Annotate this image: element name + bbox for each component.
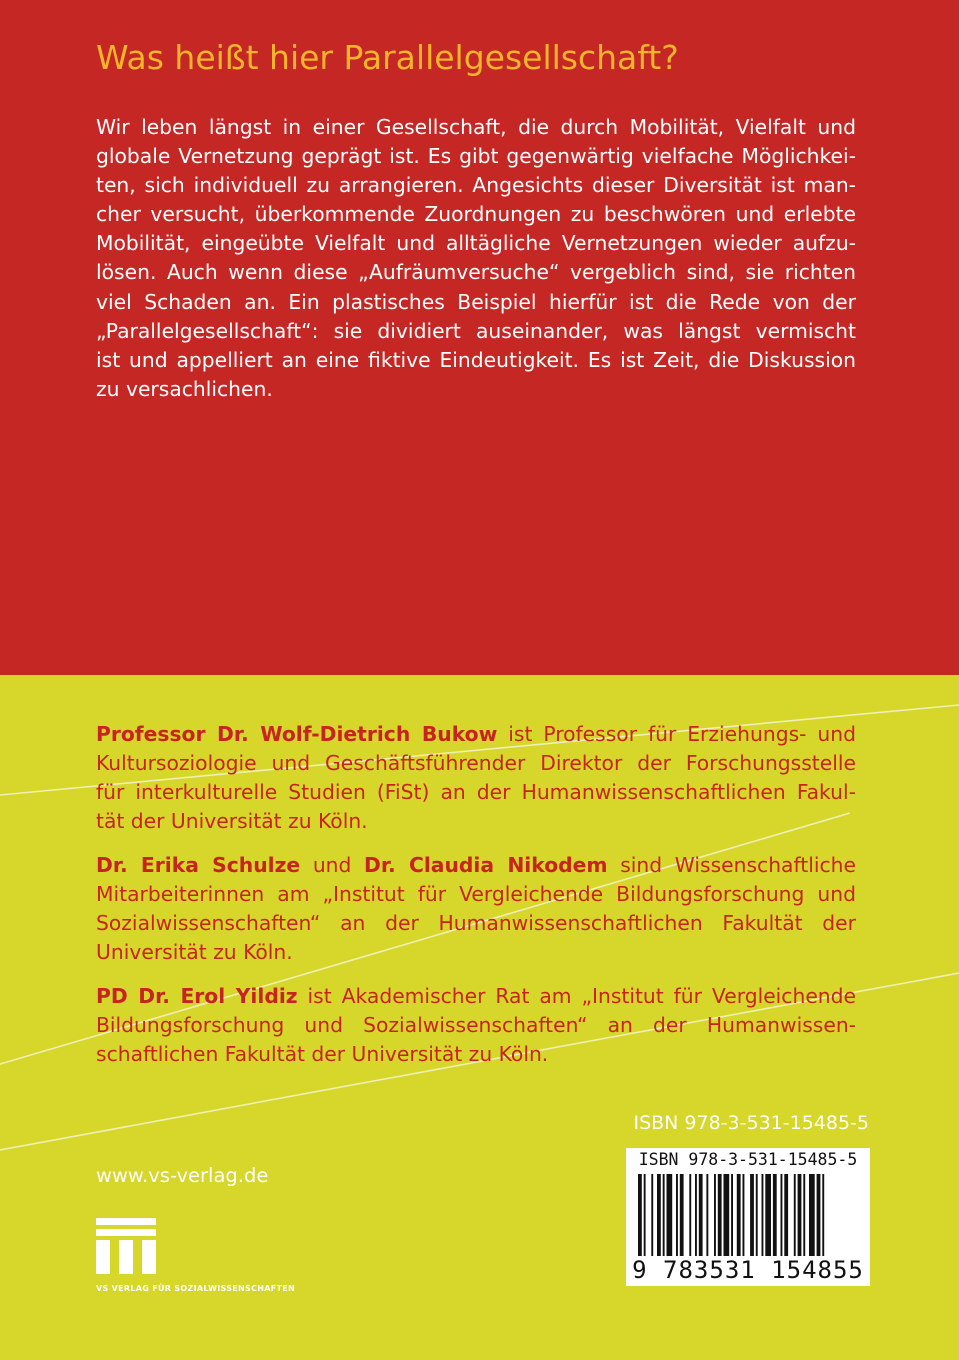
barcode-bar (750, 1174, 754, 1256)
author-bio-yildiz (96, 982, 856, 1069)
barcode-bar (803, 1174, 805, 1256)
blurb-line: Mobilität, eingeübte Vielfalt und alltägliche Vernetzungen wieder aufzu- (96, 231, 856, 256)
barcode-bar (724, 1174, 730, 1256)
author-bio-schulze-nikodem (96, 851, 856, 967)
bio-line: Universität zu Köln. (96, 940, 293, 965)
barcode-bar (676, 1174, 678, 1256)
publisher-logo-caption: VS VERLAG FÜR SOZIALWISSENSCHAFTEN (96, 1284, 296, 1293)
isbn-label: ISBN 978-3-531-15485-5 (633, 1112, 869, 1134)
logo-pillar (119, 1240, 133, 1274)
author-name: Dr. Erika Schulze (96, 853, 301, 877)
barcode-bar (737, 1174, 741, 1256)
barcode-bar (663, 1174, 665, 1256)
barcode-bar (644, 1174, 646, 1256)
bio-text: und (300, 853, 365, 877)
bio-line: Mitarbeiterinnen am „Institut für Vergleichende Bildungsforschung und (96, 882, 856, 907)
barcode-bar (784, 1174, 788, 1256)
blurb-line: Wir leben längst in einer Gesellschaft, die durch Mobilität, Vielfalt und (96, 115, 856, 139)
barcode-bar (773, 1174, 777, 1256)
author-name: Professor Dr. Wolf-Dietrich Bukow (96, 722, 498, 746)
author-name: PD Dr. Erol Yildiz (96, 984, 298, 1008)
barcode-bar (638, 1174, 642, 1256)
barcode-bar (743, 1174, 745, 1256)
barcode-isbn-text: ISBN 978-3-531-15485-5 (638, 1150, 858, 1169)
barcode-bar (756, 1174, 758, 1256)
book-blurb (96, 113, 856, 404)
logo-pillar (142, 1240, 156, 1274)
barcode-bar (817, 1174, 821, 1256)
publisher-website: www.vs-verlag.de (96, 1164, 269, 1187)
blurb-line: globale Vernetzung geprägt ist. Es gibt gegenwärtig vielfache Möglichkei- (96, 144, 856, 169)
blurb-line: cher versucht, überkommende Zuordnungen zu beschwören und erlebte (96, 202, 856, 227)
barcode-bar (809, 1174, 815, 1256)
bio-line (96, 851, 856, 880)
author-name: Dr. Claudia Nikodem (364, 853, 608, 877)
bio-line: Bildungsforschung und Sozialwissenschaften“ an der Humanwissen- (96, 1013, 856, 1038)
bio-line: schaftlichen Fakultät der Universität zu Köln. (96, 1042, 549, 1067)
barcode-bar (714, 1174, 716, 1256)
barcode-bar (667, 1174, 673, 1256)
blurb-line: ist und appelliert an eine fiktive Eindeutigkeit. Es ist Zeit, die Diskussion (96, 347, 856, 372)
barcode-bar (762, 1174, 764, 1256)
bio-line (96, 720, 856, 749)
blurb-line: „Parallelgesellschaft“: sie dividiert auseinander, was längst vermischt (96, 318, 856, 343)
barcode-bar (822, 1174, 824, 1256)
bio-text: sind Wissenschaftliche (607, 853, 856, 877)
bio-line (96, 982, 856, 1011)
barcode-bar (794, 1174, 796, 1256)
bio-text: ist Akademischer Rat am „Institut für Vergleichende (297, 984, 856, 1008)
barcode-bar (651, 1174, 653, 1256)
barcode-bar (680, 1174, 684, 1256)
logo-pillar (96, 1240, 110, 1274)
logo-bar (96, 1229, 156, 1236)
barcode-bar (718, 1174, 722, 1256)
blurb-line: ten, sich individuell zu arrangieren. Angesichts dieser Diversität ist man- (96, 173, 856, 198)
barcode-bar (731, 1174, 733, 1256)
barcode-bar (695, 1174, 697, 1256)
blurb-line: zu versachlichen. (96, 376, 273, 401)
publisher-logo (96, 1218, 156, 1274)
blurb-line: viel Schaden an. Ein plastisches Beispiel hierfür ist die Rede von der (96, 289, 856, 314)
author-bio-bukow (96, 720, 856, 836)
barcode-bar (765, 1174, 771, 1256)
bio-text: ist Professor für Erziehungs- und (497, 722, 856, 746)
barcode-bar (706, 1174, 708, 1256)
barcode-bar (689, 1174, 691, 1256)
logo-bar (96, 1218, 156, 1225)
barcode-bar (781, 1174, 783, 1256)
barcode-bar (699, 1174, 703, 1256)
bio-line: für interkulturelle Studien (FiSt) an der Humanwissenschaftlichen Fakul- (96, 780, 856, 805)
top-red-panel (0, 0, 959, 675)
barcode-bar (657, 1174, 661, 1256)
book-title: Was heißt hier Parallelgesellschaft? (96, 38, 679, 77)
blurb-line: lösen. Auch wenn diese „Aufräumversuche“ vergeblich sind, sie richten (96, 260, 856, 285)
barcode-digits: 9 783531 154855 (632, 1256, 864, 1284)
bio-line: Kultursoziologie und Geschäftsführender Direktor der Forschungsstelle (96, 751, 856, 776)
bio-line: Sozialwissenschaften“ an der Humanwissenschaftlichen Fakultät der (96, 911, 856, 936)
bio-line: tät der Universität zu Köln. (96, 809, 368, 834)
barcode-bar (798, 1174, 802, 1256)
barcode (626, 1148, 870, 1286)
